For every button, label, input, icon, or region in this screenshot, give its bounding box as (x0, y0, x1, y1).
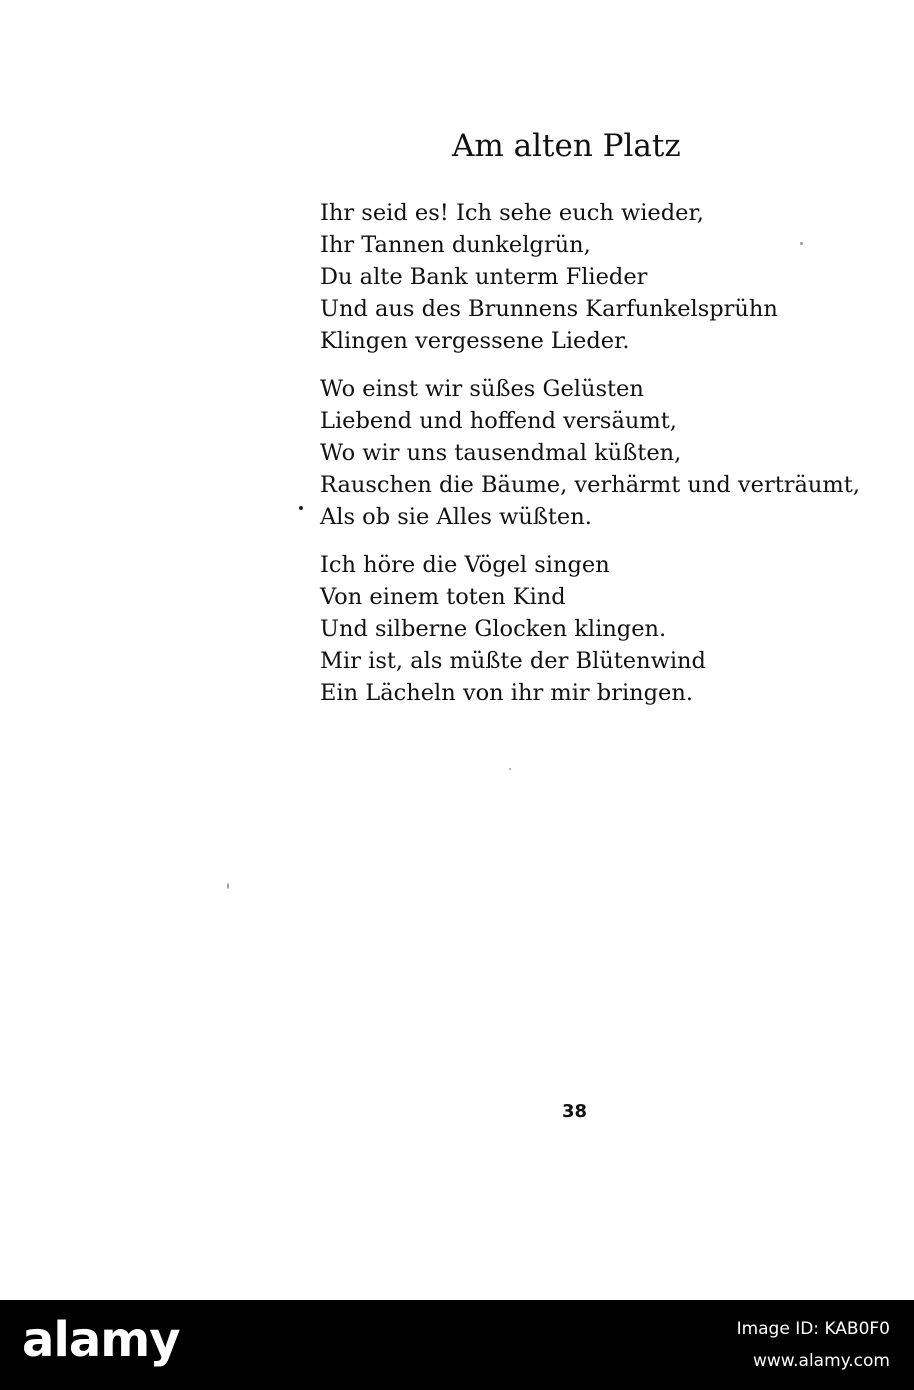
scan-speck (299, 506, 303, 510)
poem-line: Wo einst wir süßes Gelüsten (320, 376, 644, 402)
site-url: www.alamy.com (752, 1351, 890, 1371)
poem-line: Mir ist, als müßte der Blütenwind (320, 648, 706, 674)
poem-line: Als ob sie Alles wüßten. (320, 504, 592, 530)
poem-line: Rauschen die Bäume, verhärmt und verträumt, (320, 472, 860, 498)
poem-line: Wo wir uns tausendmal küßten, (320, 440, 682, 466)
watermark-footer (0, 1300, 914, 1390)
scan-speck (227, 883, 229, 889)
poem-title: Am alten Platz (452, 128, 681, 164)
poem-line: Und silberne Glocken klingen. (320, 616, 667, 642)
poem-line: Ein Lächeln von ihr mir bringen. (320, 680, 694, 706)
scan-speck (800, 242, 803, 245)
poem-line: Klingen vergessene Lieder. (320, 328, 630, 354)
alamy-logo: alamy (22, 1312, 180, 1368)
poem-line: Du alte Bank unterm Flieder (320, 264, 648, 290)
stanza (320, 197, 778, 357)
poem-line: Ihr seid es! Ich sehe euch wieder, (320, 200, 704, 226)
poem-line: Liebend und hoffend versäumt, (320, 408, 677, 434)
poem-line: Und aus des Brunnens Karfunkelsprühn (320, 296, 778, 322)
scan-speck (509, 768, 511, 770)
page-number: 38 (562, 1101, 588, 1122)
stanza (320, 373, 860, 533)
stanza (320, 549, 706, 709)
poem-line: Ihr Tannen dunkelgrün, (320, 232, 591, 258)
image-id-label: Image ID: KAB0F0 (736, 1319, 890, 1339)
poem-line: Ich höre die Vögel singen (320, 552, 610, 578)
poem-line: Von einem toten Kind (320, 584, 566, 610)
